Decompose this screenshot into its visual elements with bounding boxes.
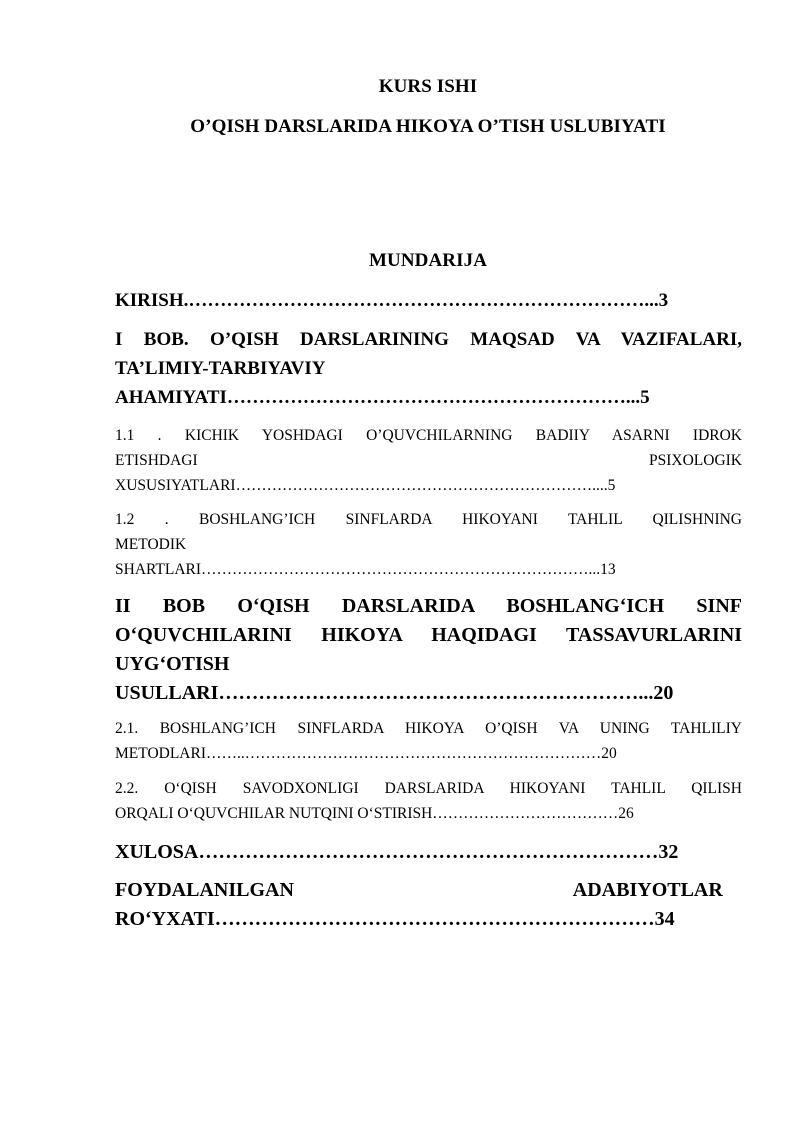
- toc-entry-line: AHAMIYATI………………………………………………………...5: [115, 387, 650, 408]
- toc-entry-line: I BOB. O’QISH DARSLARINING MAQSAD VA VAZIFALARI,: [115, 329, 742, 350]
- toc-entry-section-1-1: [115, 423, 742, 498]
- toc-entry-line: 1.1 . KICHIK YOSHDAGI O’QUVCHILARNING BADIIY ASARNI IDROK: [115, 427, 742, 444]
- toc-entry-line: II BOB O‘QISH DARSLARIDA BOSHLANG‘ICH SINF: [115, 595, 742, 617]
- toc-entry-line: KIRISH.………………………………………………………………...3: [115, 290, 669, 311]
- toc-entry-line: 1.2 . BOSHLANG’ICH SINFLARDA HIKOYANI TAHLIL QILISHNING: [115, 511, 742, 528]
- toc-entry-line: FOYDALANILGAN ADABIYOTLAR: [115, 879, 723, 901]
- toc-entry-section-2-2: [115, 776, 742, 826]
- toc-entry-conclusion: [115, 838, 742, 867]
- toc-entry-line: RO‘YXATI…………………………………………………………34: [115, 908, 675, 930]
- toc-entry-line: 2.1. BOSHLANG’ICH SINFLARDA HIKOYA O’QISH VA UNING TAHLILIY: [115, 720, 742, 737]
- toc-entry-section-2-1: [115, 716, 742, 766]
- toc-entry-line: SHARTLARI…………………………………………………………………...13: [115, 561, 616, 578]
- toc-entry-line: UYG‘OTISH: [115, 653, 230, 675]
- document-title: O’QISH DARSLARIDA HIKOYA O’TISH USLUBIYATI: [190, 116, 666, 137]
- toc-entry-chapter-2: [115, 592, 742, 708]
- toc-entry-line: USULLARI………………………………………………………...20: [115, 682, 674, 704]
- toc-heading: MUNDARIJA: [368, 250, 488, 271]
- toc-entry-chapter-1: [115, 325, 742, 412]
- toc-entry-line: XULOSA……………………………………………………………32: [115, 841, 679, 863]
- toc-entry-kirish: [115, 286, 742, 315]
- toc-entry-line: ETISHDAGI PSIXOLOGIK: [115, 452, 742, 469]
- toc-entry-line: TA’LIMIY-TARBIYAVIY: [115, 358, 326, 379]
- toc-entry-bibliography: [115, 876, 742, 934]
- toc-entry-line: METODIK: [115, 536, 187, 553]
- toc-entry-line: METODLARI……..……………………………………………………………20: [115, 745, 617, 762]
- toc-entry-line: 2.2. O‘QISH SAVODXONLIGI DARSLARIDA HIKOYANI TAHLIL QILISH: [115, 780, 742, 797]
- toc-entry-line: XUSUSIYATLARI……………………………………………………………....5: [115, 477, 616, 494]
- toc-entry-section-1-2: [115, 507, 742, 582]
- document-label: KURS ISHI: [378, 76, 478, 97]
- toc-entry-line: ORQALI O‘QUVCHILAR NUTQINI O‘STIRISH………………………………26: [115, 805, 634, 822]
- toc-entry-line: O‘QUVCHILARINI HIKOYA HAQIDAGI TASSAVURLARINI: [115, 624, 742, 646]
